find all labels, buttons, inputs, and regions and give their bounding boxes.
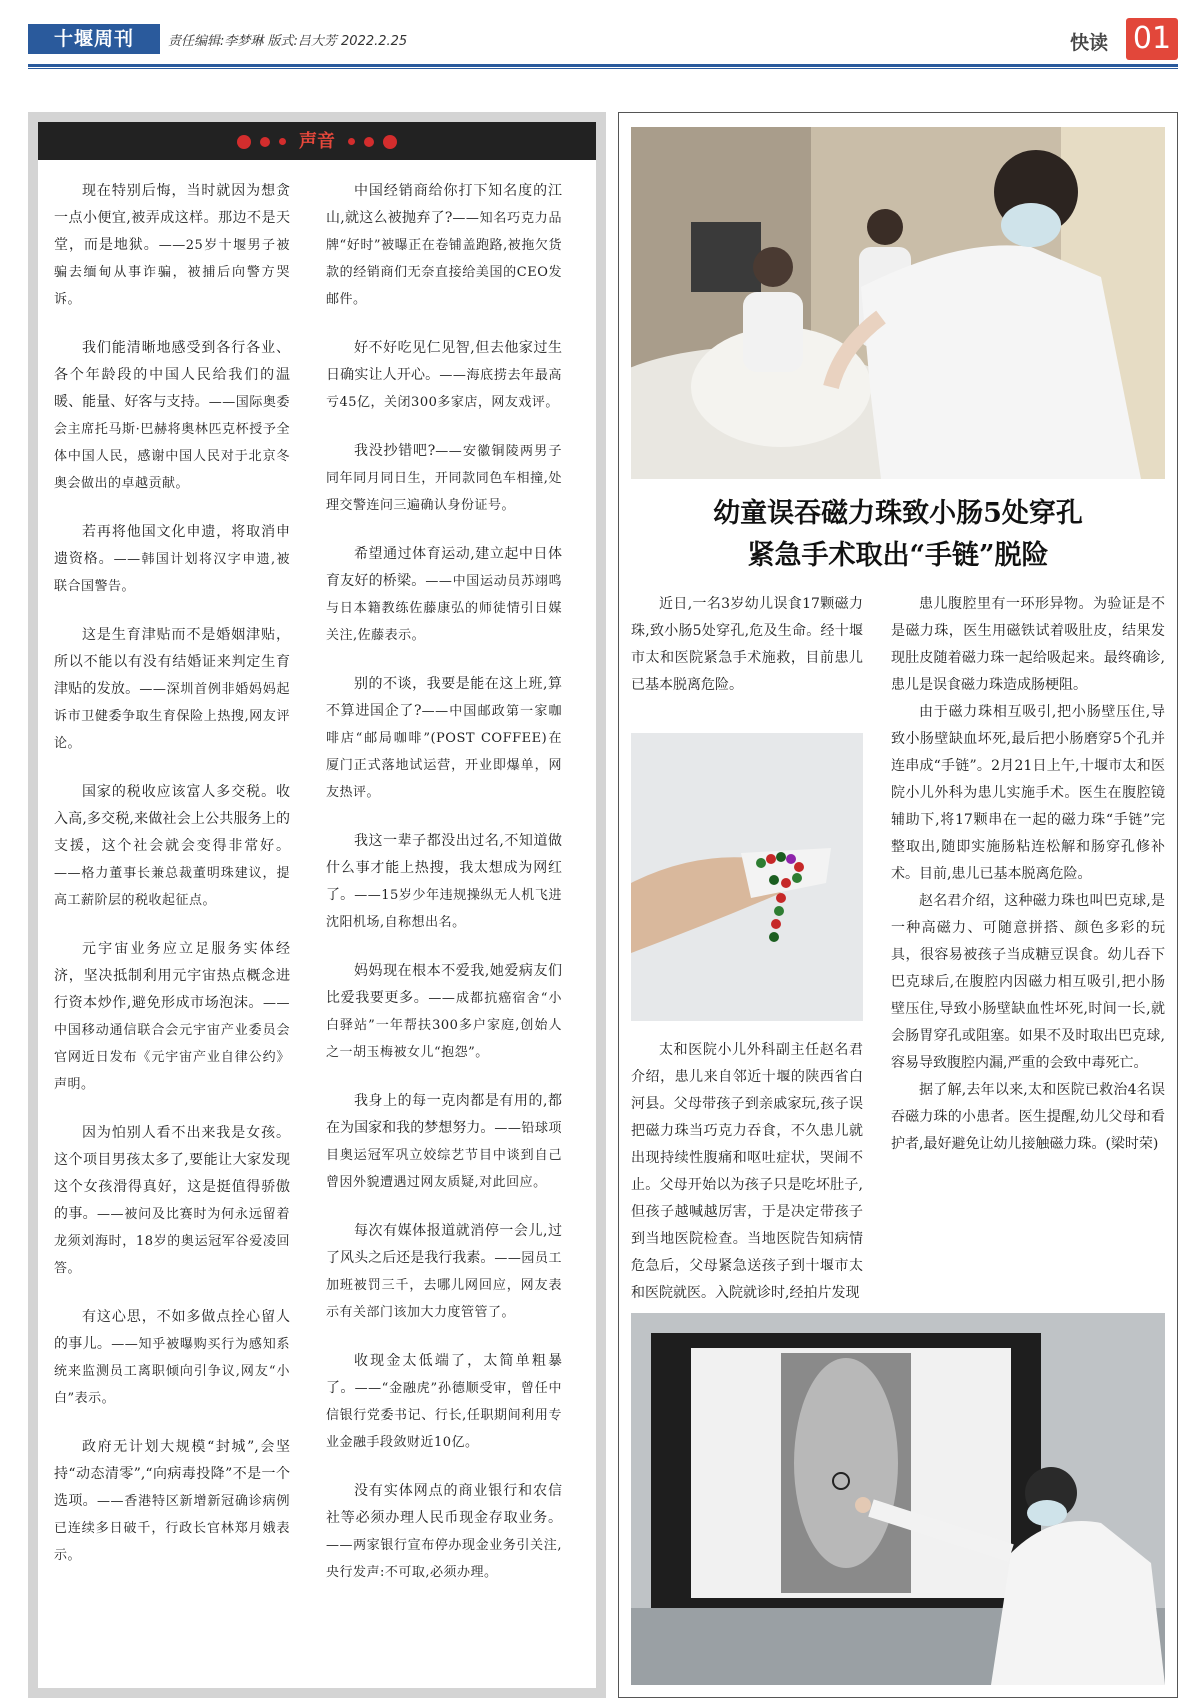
quote-text: 没有实体网点的商业银行和农信社等必须办理人民币现金存取业务。 [326, 1483, 562, 1526]
quote-source: ——25岁十堰男子被骗去缅甸从事诈骗，被捕后向警方哭诉。 [54, 238, 291, 307]
quote-item [54, 622, 290, 757]
article-paragraph: 太和医院小儿外科副主任赵名君介绍，患儿来自邻近十堰的陕西省白河县。父母带孩子到亲戚家玩,孩子误把磁力珠当巧克力吞食，不久患儿就出现持续性腹痛和呕吐症状，哭闹不止。父母开始以为孩子只是吃坏肚子,但孩子越喊越厉害，于是决定带孩子到当地医院检查。当地医院告知病情危急后，父母紧急送孩子到十堰市太和医院就医。入院就诊时,经拍片发现 [631, 1042, 863, 1301]
voices-right-column [326, 178, 562, 1608]
quote-item [326, 438, 562, 519]
quote-source: ——格力董事长兼总裁董明珠建议，提高工薪阶层的税收起征点。 [54, 866, 290, 908]
article-paragraph: 据了解,去年以来,太和医院已救治4名误吞磁力珠的小患者。医生提醒,幼儿父母和看护者,最好避免让幼儿接触磁力珠。(梁时荣) [891, 1082, 1165, 1152]
quote-text: 现在特别后悔，当时就因为想贪一点小便宜,被弄成这样。那边不是天堂，而是地狱。 [54, 183, 290, 253]
article-paragraph: 由于磁力珠相互吸引,把小肠壁压住,导致小肠壁缺血坏死,最后把小肠磨穿5个孔并连串成“手链”。2月21日上午,十堰市太和医院小儿外科为患儿实施手术。医生在腹腔镜辅助下,将17颗串在一起的磁力珠“手链”完整取出,随即实施肠粘连松解和肠穿孔修补术。目前,患儿已基本脱离危险。 [891, 704, 1165, 882]
article-paragraph: 近日,一名3岁幼儿误食17颗磁力珠,致小肠5处穿孔,危及生命。经十堰市太和医院紧急手术施救，目前患儿已基本脱离危险。 [631, 596, 863, 693]
quote-source: ——国际奥委会主席托马斯·巴赫将奥林匹克杯授予全体中国人民，感谢中国人民对于北京冬奥会做出的卓越贡献。 [54, 395, 290, 491]
quote-source: ——园员工加班被罚三千，去哪儿网回应，网友表示有关部门该加大力度管管了。 [326, 1251, 562, 1320]
quote-source: ——中国移动通信联合会元宇宙产业委员会官网近日发布《元宇宙产业自律公约》声明。 [54, 996, 290, 1092]
xray-screen-photo [631, 1313, 1165, 1685]
quote-text: 若再将他国文化申遗，将取消申遗资格。 [54, 524, 290, 567]
quote-source: ——被问及比赛时为何永远留着龙须刘海时，18岁的奥运冠军谷爱凌回答。 [54, 1207, 290, 1276]
quote-item [54, 519, 290, 600]
header-rule-thin [28, 68, 1178, 69]
news-article [618, 112, 1178, 1698]
quote-text: 好不好吃见仁见智,但去他家过生日确实让人开心。 [326, 340, 562, 383]
quote-source: ——“金融虎”孙德顺受审，曾任中信银行党委书记、行长,任职期间利用专业金融手段敛财近10亿。 [326, 1381, 563, 1450]
page-number: 01 [1126, 18, 1178, 60]
quote-source: ——中国邮政第一家咖啡店“邮局咖啡”(POST COFFEE)在厦门正式落地试运营，开业即爆单，网友热评。 [326, 704, 562, 800]
quote-text: 有这心思，不如多做点拴心留人的事儿。 [54, 1309, 290, 1352]
editor-line: 责任编辑:李梦琳 版式:吕大芳 2022.2.25 [168, 34, 408, 49]
article-headline-line1: 幼童误吞磁力珠致小肠5处穿孔 [713, 498, 1083, 529]
page-header [28, 18, 1178, 64]
quote-item [326, 828, 562, 936]
red-dot-icon [364, 137, 374, 147]
article-headline-line2: 紧急手术取出“手链”脱险 [747, 540, 1049, 571]
quote-item [326, 335, 562, 416]
quote-item [326, 671, 562, 806]
quote-text: 我没抄错吧? [354, 443, 436, 459]
quote-text: 政府无计划大规模“封城”,会坚持“动态清零”,“向病毒投降”不是一个选项。 [54, 1439, 290, 1509]
quote-source: ——深圳首例非婚妈妈起诉市卫健委争取生育保险上热搜,网友评论。 [54, 682, 290, 751]
quote-source: ——韩国计划将汉字申遗,被联合国警告。 [54, 552, 290, 594]
quote-text: 每次有媒体报道就消停一会儿,过了风头之后还是我行我素。 [326, 1223, 562, 1266]
quote-item [326, 178, 562, 313]
quote-source: ——知乎被曝购买行为感知系统来监测员工离职倾向引争议,网友“小白”表示。 [54, 1337, 290, 1406]
quote-text: 因为怕别人看不出来我是女孩。这个项目男孩太多了,要能让大家发现这个女孩滑得真好，这是挺值得骄傲的事。 [54, 1125, 290, 1222]
header-rule [28, 64, 1178, 67]
quote-source: ——铅球项目奥运冠军巩立姣综艺节目中谈到自己曾因外貌遭遇过网友质疑,对此回应。 [326, 1121, 562, 1190]
voices-title: 声音 [299, 130, 335, 152]
quote-source: ——成都抗癌宿舍“小白驿站”一年帮扶300多户家庭,创始人之一胡玉梅被女儿“抱怨”。 [326, 991, 563, 1060]
red-dot-icon [279, 138, 286, 145]
article-paragraph: 赵名君介绍，这种磁力珠也叫巴克球,是一种高磁力、可随意拼搭、颜色多彩的玩具，很容易被孩子当成糖豆误食。幼儿吞下巴克球后,在腹腔内因磁力相互吸引,把小肠壁压住,导致小肠壁缺血性坏死,时间一长,就会肠胃穿孔或阻塞。如果不及时取出巴克球,容易导致腹腔内漏,严重的会致中毒死亡。 [891, 893, 1165, 1071]
quote-text: 中国经销商给你打下知名度的江山,就这么被抛弃了? [326, 183, 562, 226]
quote-item [54, 335, 290, 497]
quote-source: ——香港特区新增新冠确诊病例已连续多日破千，行政长官林郑月娥表示。 [54, 1494, 290, 1563]
quote-source: ——两家银行宣布停办现金业务引关注,央行发声:不可取,必须办理。 [326, 1538, 562, 1580]
quote-item [54, 779, 290, 914]
quote-item [54, 178, 290, 313]
quote-item [326, 541, 562, 649]
red-dot-icon [260, 137, 270, 147]
quote-text: 我这一辈子都没出过名,不知道做什么事才能上热搜，我太想成为网红了。 [326, 833, 562, 903]
quote-text: 我们能清晰地感受到各行各业、各个年龄段的中国人民给我们的温暖、能量、好客与支持。 [54, 340, 290, 410]
quote-source: ——安徽铜陵两男子同年同月同日生，开同款同色车相撞,处理交警连问三遍确认身份证号。 [326, 444, 562, 513]
magnetic-beads-photo [631, 733, 863, 1021]
quote-item [54, 1304, 290, 1412]
quote-item [326, 958, 562, 1066]
quote-source: ——海底捞去年最高亏45亿，关闭300多家店，网友戏评。 [326, 368, 562, 410]
voices-inner [38, 122, 596, 1688]
quote-source: ——中国运动员苏翊鸣与日本籍教练佐藤康弘的师徒情引日媒关注,佐藤表示。 [326, 574, 562, 643]
quote-text: 希望通过体育运动,建立起中日体育友好的桥梁。 [326, 546, 562, 589]
voices-title-bar [38, 122, 596, 160]
quote-item [326, 1478, 562, 1586]
doctor-examination-photo [631, 127, 1165, 479]
quote-item [54, 1434, 290, 1569]
quote-text: 国家的税收应该富人多交税。收入高,多交税,来做社会上公共服务上的支援，这个社会就会变得非常好。 [54, 784, 290, 854]
red-dot-icon [383, 135, 397, 149]
red-dot-icon [237, 135, 251, 149]
article-intro [631, 591, 863, 699]
article-body-col1 [631, 1037, 863, 1307]
quote-source: ——15岁少年违规操纵无人机飞进沈阳机场,自称想出名。 [326, 888, 563, 930]
quote-text: 妈妈现在根本不爱我,她爱病友们比爱我要更多。 [326, 963, 562, 1006]
quote-item [54, 1120, 290, 1282]
quote-text: 这是生育津贴而不是婚姻津贴，所以不能以有没有结婚证来判定生育津贴的发放。 [54, 627, 290, 697]
quote-item [326, 1348, 562, 1456]
quote-item [326, 1088, 562, 1196]
voices-left-column [54, 178, 290, 1591]
quote-source: ——知名巧克力品牌“好时”被曝正在卷铺盖跑路,被拖欠货款的经销商们无奈直接给美国的CEO发邮件。 [326, 211, 562, 307]
newspaper-logo: 十堰周刊 [28, 24, 160, 54]
article-body-col2 [891, 591, 1165, 1158]
quote-text: 元宇宙业务应立足服务实体经济，坚决抵制利用元宇宙热点概念进行资本炒作,避免形成市场泡沫。 [54, 941, 290, 1011]
section-name: 快读 [1069, 32, 1108, 54]
quote-item [54, 936, 290, 1098]
quote-text: 别的不谈，我要是能在这上班,算不算进国企了? [326, 676, 562, 719]
quote-text: 收现金太低端了，太简单粗暴了。 [326, 1353, 562, 1396]
voices-panel [28, 112, 606, 1698]
article-paragraph: 患儿腹腔里有一环形异物。为验证是不是磁力珠，医生用磁铁试着吸肚皮，结果发现肚皮随着磁力珠一起给吸起来。最终确诊,患儿是误食磁力珠造成肠梗阻。 [891, 596, 1165, 693]
red-dot-icon [348, 138, 355, 145]
quote-item [326, 1218, 562, 1326]
quote-text: 我身上的每一克肉都是有用的,都在为国家和我的梦想努力。 [326, 1093, 562, 1136]
